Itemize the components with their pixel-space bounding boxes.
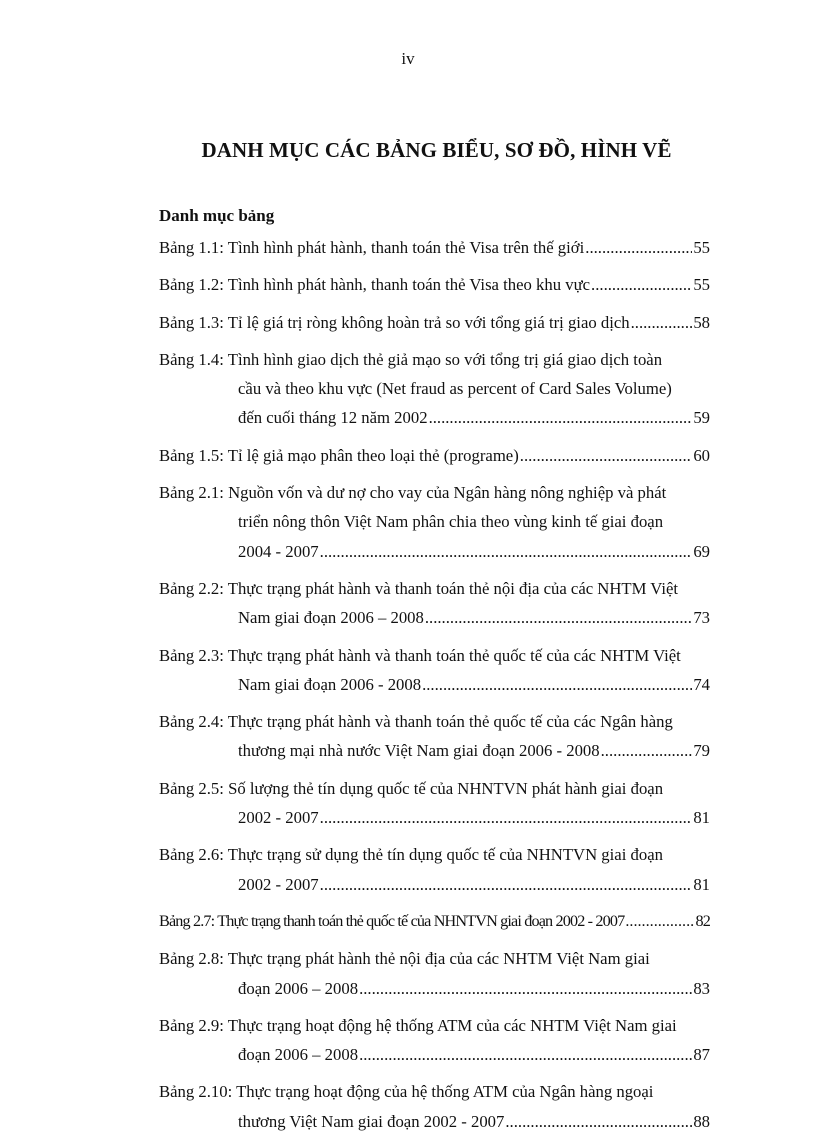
toc-entry[interactable] xyxy=(159,840,710,899)
toc-page-number: 74 xyxy=(693,674,710,694)
toc-entry-text: Bảng 1.2: Tình hình phát hành, thanh toán thẻ Visa theo khu vực xyxy=(159,275,591,295)
toc-entry-continuation xyxy=(159,803,710,832)
toc-entry-text: cầu và theo khu vực (Net fraud as percent of Card Sales Volume) xyxy=(238,379,672,399)
dot-leader xyxy=(591,270,692,299)
toc-entry[interactable] xyxy=(159,574,710,633)
dot-leader xyxy=(601,736,693,765)
toc-entry[interactable] xyxy=(159,907,710,936)
dot-leader xyxy=(425,603,692,632)
toc-entry-text: triển nông thôn Việt Nam phân chia theo vùng kinh tế giai đoạn xyxy=(238,512,664,532)
toc-entry-text: Bảng 2.8: Thực trạng phát hành thẻ nội địa của các NHTM Việt Nam giai xyxy=(159,949,650,969)
toc-page-number: 55 xyxy=(693,275,710,295)
dot-leader xyxy=(359,974,692,1003)
toc-entry-continuation xyxy=(159,870,710,899)
toc-entry-line xyxy=(159,1011,710,1040)
dot-leader xyxy=(359,1040,692,1069)
toc-entry-text: Bảng 2.4: Thực trạng phát hành và thanh toán thẻ quốc tế của các Ngân hàng xyxy=(159,712,673,732)
toc-page-number: 69 xyxy=(693,541,710,561)
dot-leader xyxy=(320,537,693,566)
table-of-contents xyxy=(159,233,710,1144)
toc-page-number: 59 xyxy=(693,408,710,428)
toc-entry[interactable] xyxy=(159,1011,710,1070)
dot-leader xyxy=(320,870,693,899)
page-number: iv xyxy=(401,49,415,68)
toc-entry-continuation xyxy=(159,603,710,632)
toc-entry-line xyxy=(159,707,710,736)
toc-entry[interactable] xyxy=(159,345,710,433)
toc-page-number: 79 xyxy=(693,741,710,761)
toc-entry-text: Bảng 2.6: Thực trạng sử dụng thẻ tín dụng quốc tế của NHNTVN giai đoạn xyxy=(159,845,663,865)
toc-entry[interactable] xyxy=(159,641,710,700)
toc-page-number: 88 xyxy=(693,1111,710,1131)
toc-entry-continuation xyxy=(159,403,710,432)
toc-page-number: 81 xyxy=(693,874,710,894)
toc-entry[interactable] xyxy=(159,1077,710,1136)
toc-entry-text: Bảng 2.5: Số lượng thẻ tín dụng quốc tế của NHNTVN phát hành giai đoạn xyxy=(159,778,664,798)
toc-entry-continuation xyxy=(159,974,710,1003)
toc-entry-line xyxy=(159,774,710,803)
toc-entry-continuation xyxy=(159,1107,710,1136)
toc-entry-text: thương Việt Nam giai đoạn 2002 - 2007 xyxy=(238,1111,505,1131)
toc-page-number: 87 xyxy=(693,1045,710,1065)
toc-entry-line xyxy=(159,441,710,470)
toc-entry-continuation xyxy=(159,537,710,566)
dot-leader xyxy=(505,1107,692,1136)
toc-entry-line xyxy=(159,574,710,603)
toc-entry[interactable] xyxy=(159,478,710,566)
toc-page-number: 82 xyxy=(695,911,710,930)
toc-entry-text: 2002 - 2007 xyxy=(238,808,319,828)
toc-entry-text: Nam giai đoạn 2006 - 2008 xyxy=(238,674,422,694)
toc-entry-continuation xyxy=(159,507,710,536)
toc-entry[interactable] xyxy=(159,270,710,299)
toc-entry-text: Bảng 1.4: Tình hình giao dịch thẻ giả mạo so với tổng trị giá giao dịch toàn xyxy=(159,349,663,369)
toc-entry-text: 2004 - 2007 xyxy=(238,541,319,561)
toc-entry-text: 2002 - 2007 xyxy=(238,874,319,894)
toc-page-number: 83 xyxy=(693,978,710,998)
dot-leader xyxy=(429,403,693,432)
toc-entry-text: đoạn 2006 – 2008 xyxy=(238,1045,359,1065)
toc-entry-text: Nam giai đoạn 2006 – 2008 xyxy=(238,608,424,628)
toc-entry-text: Bảng 2.1: Nguồn vốn và dư nợ cho vay của Ngân hàng nông nghiệp và phát xyxy=(159,483,667,503)
toc-page-number: 58 xyxy=(693,312,710,332)
section-heading: Danh mục bảng xyxy=(159,206,275,225)
page-title: DANH MỤC CÁC BẢNG BIỂU, SƠ ĐỒ, HÌNH VẼ xyxy=(201,138,672,162)
toc-entry-line xyxy=(159,1077,710,1106)
toc-entry-line xyxy=(159,944,710,973)
dot-leader xyxy=(320,803,693,832)
toc-entry[interactable] xyxy=(159,707,710,766)
toc-entry-continuation xyxy=(159,1040,710,1069)
toc-entry-text: Bảng 2.10: Thực trạng hoạt động của hệ thống ATM của Ngân hàng ngoại xyxy=(159,1082,654,1102)
toc-entry-text: Bảng 1.5: Tỉ lệ giả mạo phân theo loại thẻ (programe) xyxy=(159,445,519,465)
toc-entry-line xyxy=(159,270,710,299)
toc-entry[interactable] xyxy=(159,944,710,1003)
toc-entry-continuation xyxy=(159,670,710,699)
toc-entry-text: Bảng 2.7: Thực trạng thanh toán thẻ quốc tế của NHNTVN giai đoạn 2002 - 2007 xyxy=(159,911,625,930)
toc-entry-text: Bảng 2.9: Thực trạng hoạt động hệ thống ATM của các NHTM Việt Nam giai xyxy=(159,1015,677,1035)
toc-entry-text: Bảng 2.3: Thực trạng phát hành và thanh toán thẻ quốc tế của các NHTM Việt xyxy=(159,645,681,665)
toc-entry-continuation xyxy=(159,374,710,403)
dot-leader xyxy=(631,308,693,337)
dot-leader xyxy=(422,670,692,699)
toc-entry-line xyxy=(159,308,710,337)
toc-entry-continuation xyxy=(159,736,710,765)
toc-entry-text: thương mại nhà nước Việt Nam giai đoạn 2006 - 2008 xyxy=(238,741,600,761)
toc-entry-line xyxy=(159,907,710,936)
toc-page-number: 73 xyxy=(693,608,710,628)
toc-entry[interactable] xyxy=(159,233,710,262)
toc-entry-text: Bảng 1.3: Tỉ lệ giá trị ròng không hoàn trả so với tổng giá trị giao dịch xyxy=(159,312,630,332)
toc-page-number: 60 xyxy=(693,445,710,465)
dot-leader xyxy=(625,907,694,936)
toc-entry-line xyxy=(159,478,710,507)
toc-entry[interactable] xyxy=(159,774,710,833)
toc-entry-line xyxy=(159,233,710,262)
toc-entry-text: Bảng 1.1: Tình hình phát hành, thanh toán thẻ Visa trên thế giới xyxy=(159,238,585,257)
toc-entry-line xyxy=(159,345,710,374)
toc-entry-text: đến cuối tháng 12 năm 2002 xyxy=(238,408,428,428)
dot-leader xyxy=(520,441,693,470)
dot-leader xyxy=(585,233,692,262)
toc-page-number: 55 xyxy=(693,238,710,257)
toc-entry-line xyxy=(159,641,710,670)
toc-entry[interactable] xyxy=(159,441,710,470)
toc-entry-text: Bảng 2.2: Thực trạng phát hành và thanh toán thẻ nội địa của các NHTM Việt xyxy=(159,578,679,598)
toc-entry-text: đoạn 2006 – 2008 xyxy=(238,978,359,998)
toc-page-number: 81 xyxy=(693,808,710,828)
toc-entry[interactable] xyxy=(159,308,710,337)
toc-entry-line xyxy=(159,840,710,869)
